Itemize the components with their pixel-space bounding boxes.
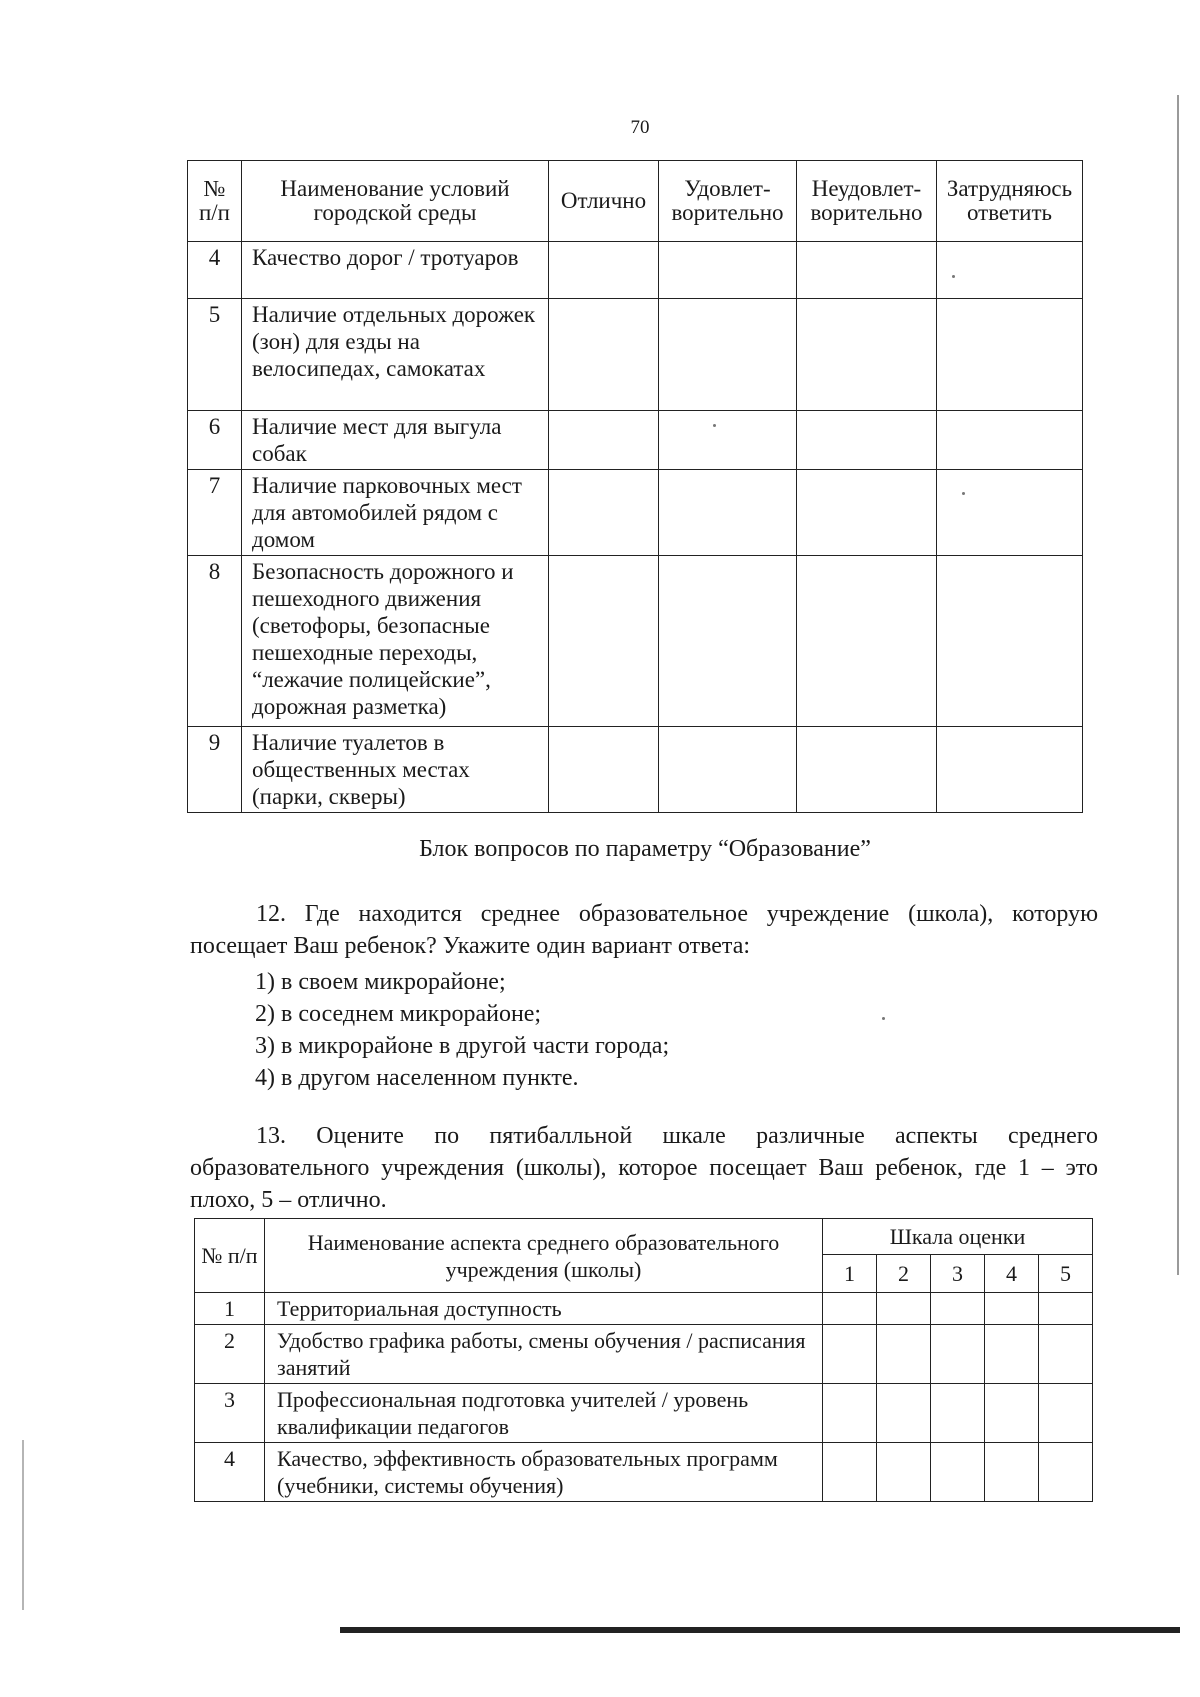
row-number: 7 [188,470,242,556]
question-12-text: 12. Где находится среднее образовательное учреждение (школа), которую посещает Ваш ребенок? Укажите один вариант ответа: [190,901,1098,959]
score-cell[interactable] [985,1443,1039,1502]
rating-cell-excellent[interactable] [549,242,659,299]
header-number: № п/п [188,161,242,242]
score-cell[interactable] [985,1293,1039,1325]
row-number: 4 [188,242,242,299]
scan-bar-bottom [340,1627,1180,1633]
question-13 [190,1120,1098,1216]
header-unsatisfactory: Неудовлет-ворительно [797,161,937,242]
score-cell[interactable] [1039,1443,1093,1502]
table-row [195,1293,1093,1325]
rating-cell-unsatisfactory[interactable] [797,299,937,411]
score-cell[interactable] [1039,1293,1093,1325]
table-row [188,556,1083,727]
score-cell[interactable] [931,1325,985,1384]
row-number: 3 [195,1384,265,1443]
header-excellent: Отлично [549,161,659,242]
row-condition: Наличие мест для выгула собак [242,411,549,470]
score-cell[interactable] [931,1384,985,1443]
rating-cell-hard-to-answer[interactable] [937,727,1083,813]
row-aspect: Территориальная доступность [265,1293,823,1325]
row-condition: Наличие парковочных мест для автомобилей рядом с домом [242,470,549,556]
scan-border-left [22,1440,24,1610]
table-row [188,727,1083,813]
rating-cell-satisfactory[interactable] [659,470,797,556]
answer-option[interactable]: 4) в другом населенном пункте. [255,1065,579,1091]
table-row [188,299,1083,411]
scan-speck [882,1017,885,1020]
table-row [195,1384,1093,1443]
header-condition-name: Наименование условий городской среды [242,161,549,242]
question-13-text: 13. Оцените по пятибалльной шкале различные аспекты среднего образовательного учреждения (школы), которое посещает Ваш ребенок, где 1 – это плохо, 5 – отлично. [190,1123,1098,1213]
rating-cell-satisfactory[interactable] [659,727,797,813]
row-condition: Качество дорог / тротуаров [242,242,549,299]
row-number: 2 [195,1325,265,1384]
row-number: 6 [188,411,242,470]
score-cell[interactable] [823,1443,877,1502]
answer-option[interactable]: 2) в соседнем микрорайоне; [255,1001,542,1027]
rating-cell-hard-to-answer[interactable] [937,556,1083,727]
score-cell[interactable] [823,1325,877,1384]
row-number: 4 [195,1443,265,1502]
row-aspect: Удобство графика работы, смены обучения / расписания занятий [265,1325,823,1384]
rating-cell-excellent[interactable] [549,556,659,727]
scan-border-right [1177,95,1179,1275]
table-row [188,470,1083,556]
row-aspect: Профессиональная подготовка учителей / уровень квалификации педагогов [265,1384,823,1443]
scale-value: 3 [931,1255,985,1293]
table-row [195,1325,1093,1384]
score-cell[interactable] [877,1293,931,1325]
rating-cell-unsatisfactory[interactable] [797,727,937,813]
urban-environment-table [187,160,1083,813]
score-cell[interactable] [823,1293,877,1325]
rating-cell-hard-to-answer[interactable] [937,299,1083,411]
row-number: 1 [195,1293,265,1325]
page-number: 70 [630,117,650,138]
school-rating-table [194,1218,1093,1502]
rating-cell-satisfactory[interactable] [659,242,797,299]
answer-option[interactable]: 1) в своем микрорайоне; [255,969,506,995]
row-condition: Безопасность дорожного и пешеходного движения (светофоры, безопасные пешеходные переходы, “лежачие полицейские”, дорожная разметка) [242,556,549,727]
score-cell[interactable] [985,1384,1039,1443]
row-condition: Наличие отдельных дорожек (зон) для езды на велосипедах, самокатах [242,299,549,411]
table-header-row [188,161,1083,242]
header-rating-scale: Шкала оценки [823,1219,1093,1255]
row-condition: Наличие туалетов в общественных местах (парки, скверы) [242,727,549,813]
rating-cell-excellent[interactable] [549,470,659,556]
score-cell[interactable] [877,1325,931,1384]
rating-cell-hard-to-answer[interactable] [937,242,1083,299]
rating-cell-satisfactory[interactable] [659,411,797,470]
score-cell[interactable] [1039,1325,1093,1384]
question-12-options [255,966,669,1094]
block-heading: Блок вопросов по параметру “Образование” [419,836,871,862]
rating-cell-satisfactory[interactable] [659,299,797,411]
header-hard-to-answer: Затрудняюсь ответить [937,161,1083,242]
rating-cell-unsatisfactory[interactable] [797,411,937,470]
scale-value: 4 [985,1255,1039,1293]
rating-cell-hard-to-answer[interactable] [937,470,1083,556]
rating-cell-excellent[interactable] [549,727,659,813]
table-row [188,411,1083,470]
header-satisfactory: Удовлет-ворительно [659,161,797,242]
rating-cell-unsatisfactory[interactable] [797,556,937,727]
header-aspect-name: Наименование аспекта среднего образовательного учреждения (школы) [265,1219,823,1293]
score-cell[interactable] [985,1325,1039,1384]
scale-value: 2 [877,1255,931,1293]
answer-option[interactable]: 3) в микрорайоне в другой части города; [255,1033,670,1059]
table-header-row [195,1219,1093,1255]
score-cell[interactable] [931,1443,985,1502]
score-cell[interactable] [877,1443,931,1502]
row-aspect: Качество, эффективность образовательных программ (учебники, системы обучения) [265,1443,823,1502]
row-number: 9 [188,727,242,813]
row-number: 8 [188,556,242,727]
table-row [195,1443,1093,1502]
header-number: № п/п [195,1219,265,1293]
table-row [188,242,1083,299]
rating-cell-hard-to-answer[interactable] [937,411,1083,470]
rating-cell-satisfactory[interactable] [659,556,797,727]
scale-value: 5 [1039,1255,1093,1293]
row-number: 5 [188,299,242,411]
score-cell[interactable] [823,1384,877,1443]
score-cell[interactable] [877,1384,931,1443]
score-cell[interactable] [1039,1384,1093,1443]
rating-cell-excellent[interactable] [549,299,659,411]
rating-cell-unsatisfactory[interactable] [797,242,937,299]
rating-cell-unsatisfactory[interactable] [797,470,937,556]
scale-value: 1 [823,1255,877,1293]
score-cell[interactable] [931,1293,985,1325]
rating-cell-excellent[interactable] [549,411,659,470]
question-12 [190,898,1098,962]
